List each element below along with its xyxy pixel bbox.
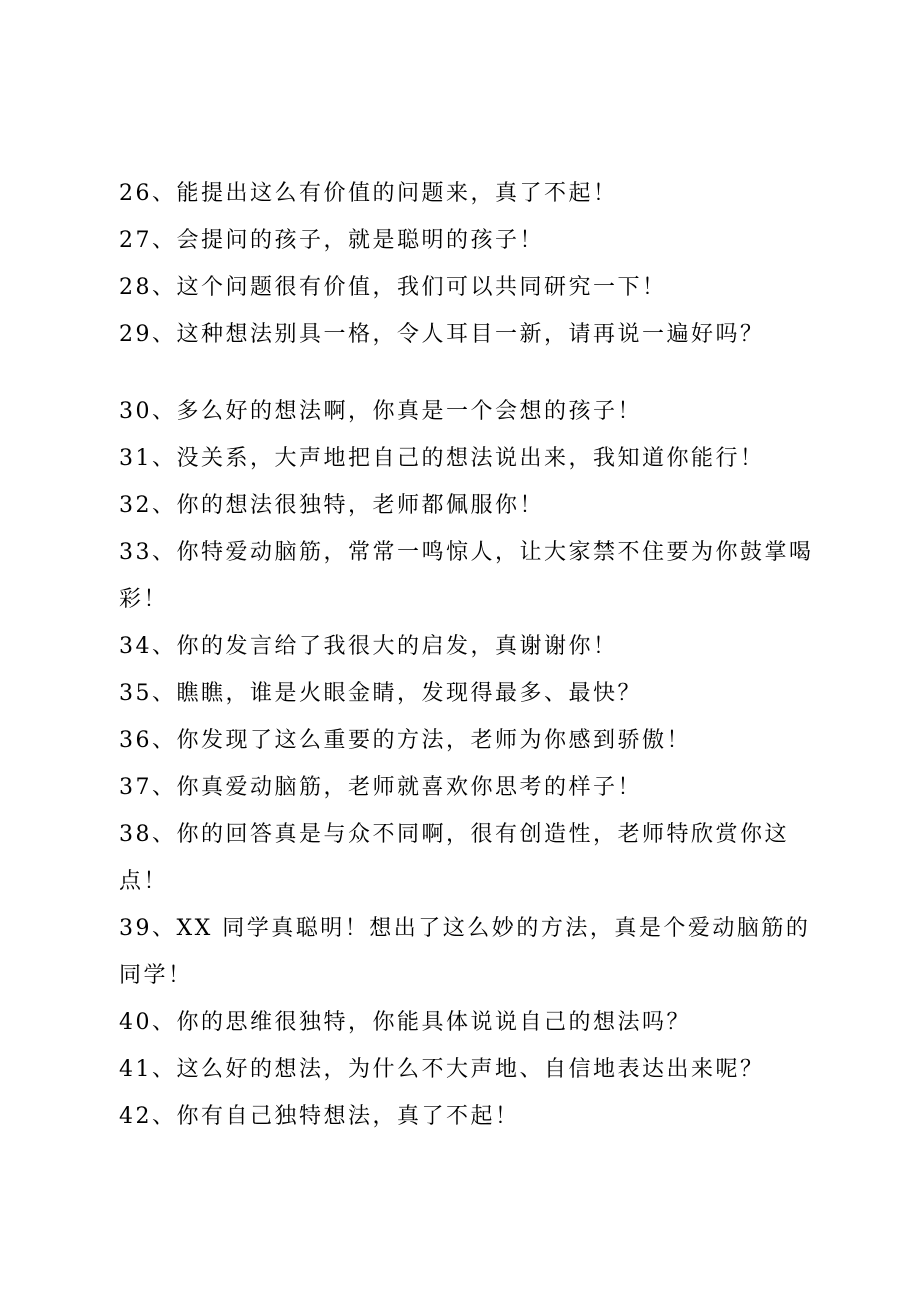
text-line-29: 29、这种想法别具一格，令人耳目一新，请再说一遍好吗？ xyxy=(119,322,765,347)
text-line-32: 32、你的想法很独特，老师都佩服你！ xyxy=(119,493,544,518)
text-line-36: 36、你发现了这么重要的方法，老师为你感到骄傲！ xyxy=(119,728,691,753)
paragraph-gap xyxy=(119,358,809,388)
text-line-35: 35、瞧瞧，谁是火眼金睛，发现得最多、最快？ xyxy=(119,681,642,706)
text-line-40: 40、你的思维很独特，你能具体说说自己的想法吗？ xyxy=(119,1010,691,1035)
text-line-28: 28、这个问题很有价值，我们可以共同研究一下！ xyxy=(119,275,667,300)
text-line-33-cont: 彩！ xyxy=(119,587,169,612)
text-line-34: 34、你的发言给了我很大的启发，真谢谢你！ xyxy=(119,634,618,659)
text-line-33: 33、你特爱动脑筋，常常一鸣惊人，让大家禁不住要为你鼓掌喝 xyxy=(119,540,814,565)
text-line-26: 26、能提出这么有价值的问题来，真了不起！ xyxy=(119,181,618,206)
text-line-38: 38、你的回答真是与众不同啊，很有创造性，老师特欣赏你这 xyxy=(119,822,789,847)
text-line-42: 42、你有自己独特想法，真了不起！ xyxy=(119,1104,520,1129)
text-line-39-cont: 同学！ xyxy=(119,963,193,988)
text-line-38-cont: 点！ xyxy=(119,869,169,894)
text-line-39: 39、XX 同学真聪明！想出了这么妙的方法，真是个爱动脑筋的 xyxy=(119,916,811,941)
document-body xyxy=(119,170,814,1140)
text-line-27: 27、会提问的孩子，就是聪明的孩子！ xyxy=(119,228,544,253)
text-line-41: 41、这么好的想法，为什么不大声地、自信地表达出来呢？ xyxy=(119,1057,765,1082)
text-line-37: 37、你真爱动脑筋，老师就喜欢你思考的样子！ xyxy=(119,775,642,800)
text-line-31: 31、没关系，大声地把自己的想法说出来，我知道你能行！ xyxy=(119,446,765,471)
text-line-30: 30、多么好的想法啊，你真是一个会想的孩子！ xyxy=(119,399,642,424)
